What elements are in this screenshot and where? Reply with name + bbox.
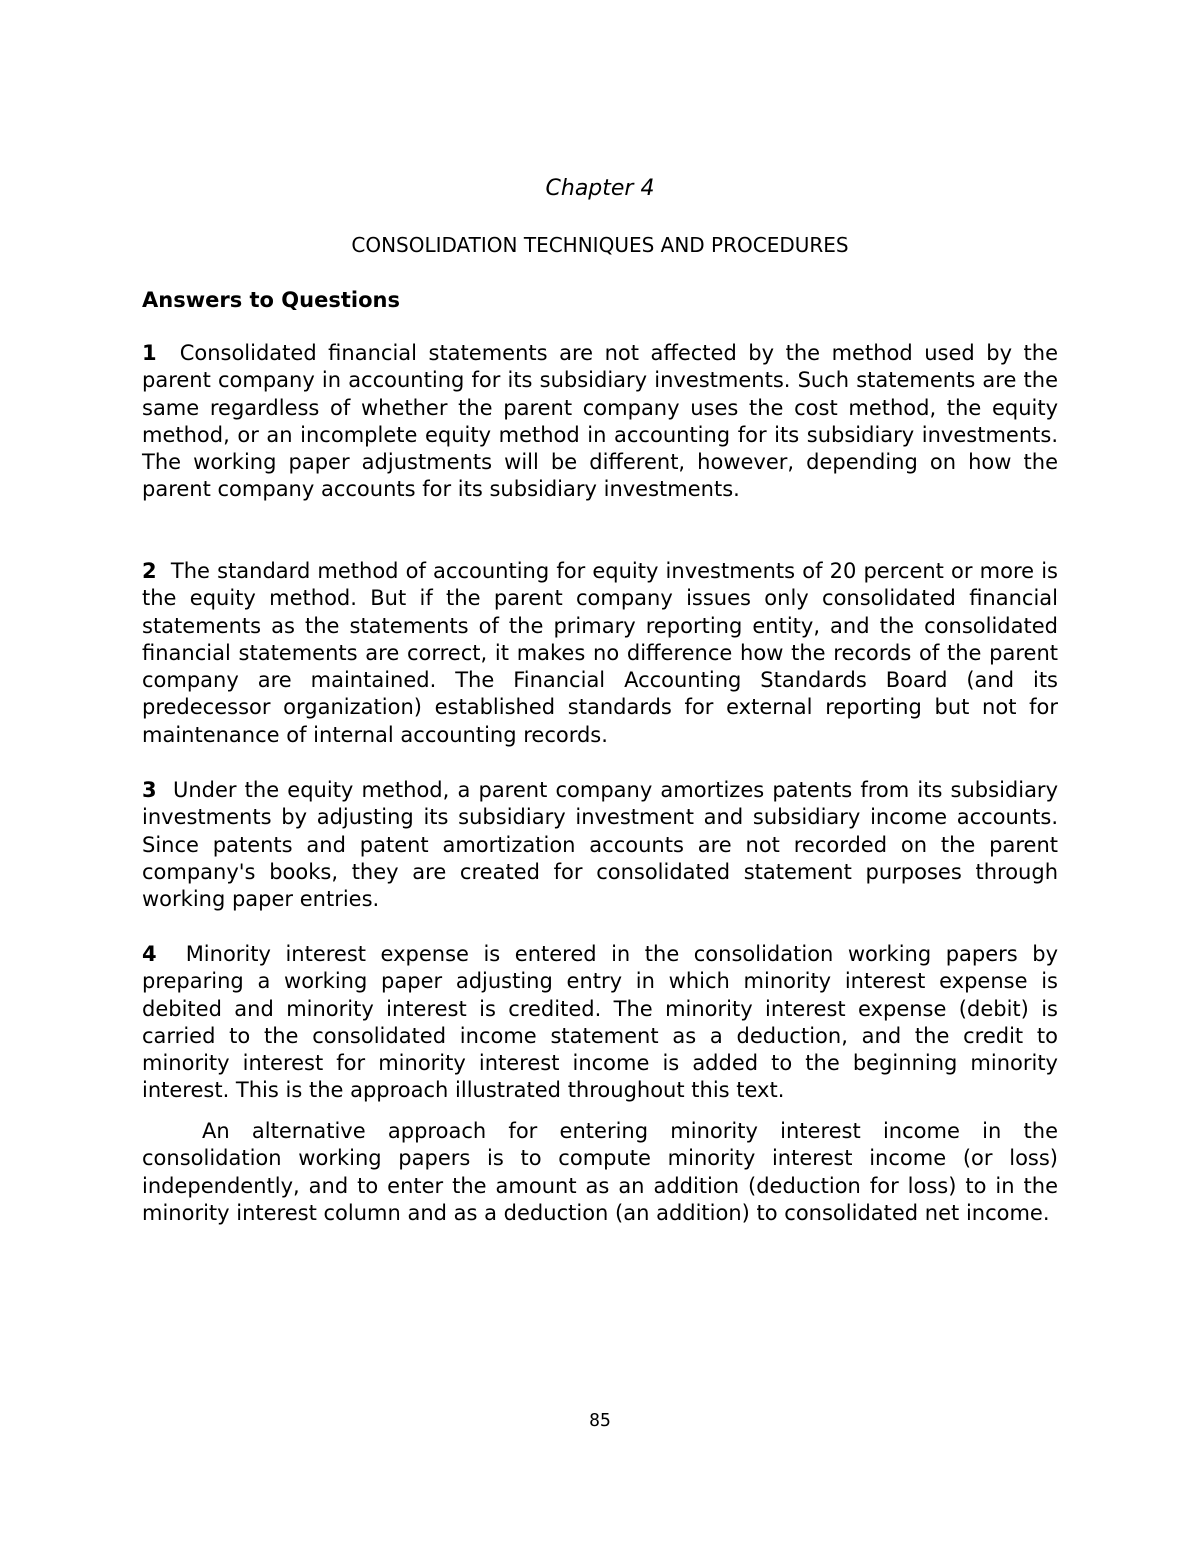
answer-3-text: Under the equity method, a parent company amortizes patents from its subsidiary investments by adjusting its subsidiary investment and subsidiary income accounts. Since patents and patent amortization accounts are not recorded on the parent company's books, they are created for consolidated statement purposes through working paper entries. — [142, 778, 1058, 912]
chapter-title: CONSOLIDATION TECHNIQUES AND PROCEDURES — [351, 233, 849, 257]
answer-2-number: 2 — [142, 559, 157, 583]
answer-2 — [142, 558, 1058, 749]
answer-4-number: 4 — [142, 942, 157, 966]
answer-3 — [142, 777, 1058, 913]
answer-1-text: Consolidated financial statements are not affected by the method used by the parent company in accounting for its subsidiary investments. Such statements are the same regardless of whether the parent company uses the cost method, the equity method, or an incomplete equity method in accounting for its subsidiary investments. The working paper adjustments will be different, however, depending on how the parent company accounts for its subsidiary investments. — [142, 341, 1058, 502]
section-heading: Answers to Questions — [142, 288, 400, 312]
answer-2-text: The standard method of accounting for equity investments of 20 percent or more is the equity method. But if the parent company issues only consolidated financial statements as the statements of the primary reporting entity, and the consolidated financial statements are correct, it makes no difference how the records of the parent company are maintained. The Financial Accounting Standards Board (and its predecessor organization) established standards for external reporting but not for maintenance of internal accounting records. — [142, 559, 1058, 747]
page-number: 85 — [589, 1410, 611, 1431]
answer-4 — [142, 941, 1058, 1105]
chapter-label: Chapter 4 — [545, 176, 655, 201]
answer-1 — [142, 340, 1058, 504]
answer-3-number: 3 — [142, 778, 157, 802]
answer-4-continuation: An alternative approach for entering minority interest income in the consolidation working papers is to compute minority interest income (or loss) independently, and to enter the amount as an addition (deduction for loss) to in the minority interest column and as a deduction (an addition) to consolidated net income. — [142, 1119, 1058, 1225]
answer-4-text: Minority interest expense is entered in the consolidation working papers by preparing a working paper adjusting entry in which minority interest expense is debited and minority interest is credited. The minority interest expense (debit) is carried to the consolidated income statement as a deduction, and the credit to minority interest for minority interest income is added to the beginning minority interest. This is the approach illustrated throughout this text. — [142, 942, 1058, 1103]
answer-1-number: 1 — [142, 341, 157, 365]
